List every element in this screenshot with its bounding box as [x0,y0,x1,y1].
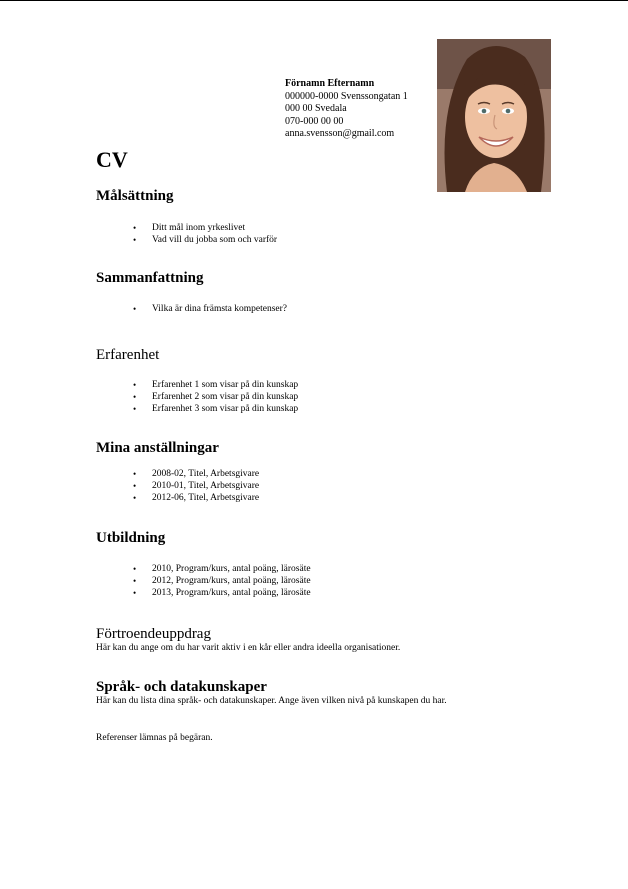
list-item [0,563,311,575]
erfarenhet-list [0,379,298,416]
bullet: • [133,304,137,314]
section-heading-malsattning: Målsättning [96,188,174,204]
list-item [0,587,311,599]
list-item-text: Erfarenhet 2 som visar på din kunskap [152,392,299,403]
list-item [0,234,277,246]
list-item-text: Vilka är dina främsta kompetenser? [152,304,288,314]
bullet: • [133,380,137,390]
list-item [0,403,298,415]
profile-photo [437,39,551,192]
list-item-text: Vad vill du jobba som och varför [152,235,278,246]
bullet: • [133,223,137,233]
list-item [0,575,311,587]
anstallningar-list [0,468,259,505]
bullet: • [133,588,137,599]
malsattning-list [0,222,277,246]
list-item [0,492,259,504]
sammanfattning-list [0,303,287,315]
bullet: • [133,469,137,479]
contact-address-line-2: 000 00 Svedala [285,103,347,114]
cv-title: CV [96,147,128,172]
section-heading-sprak-datakunskaper: Språk- och datakunskaper [96,679,267,695]
bullet: • [133,576,137,587]
list-item [0,379,298,391]
referenser-text: Referenser lämnas på begäran. [96,733,213,743]
list-item [0,222,277,234]
section-heading-anstallningar: Mina anställningar [96,440,219,456]
section-heading-erfarenhet: Erfarenhet [96,347,160,363]
list-item [0,391,298,403]
list-item-text: 2013, Program/kurs, antal poäng, lärosäte [152,588,311,599]
contact-block [285,78,408,141]
contact-address-line-1: 000000-0000 Svenssongatan 1 [285,90,408,102]
list-item-text: Ditt mål inom yrkeslivet [152,223,246,233]
list-item [0,303,287,315]
bullet: • [133,235,137,246]
page-top-border [0,0,628,1]
list-item-text: 2008-02, Titel, Arbetsgivare [152,469,260,479]
sprak-datakunskaper-text: Här kan du lista dina språk- och datakunskaper. Ange även vilken nivå på kunskapen du har. [96,696,447,706]
list-item [0,468,259,480]
section-heading-fortroendeuppdrag: Förtroendeuppdrag [96,626,211,642]
list-item-text: Erfarenhet 3 som visar på din kunskap [152,404,299,415]
list-item-text: Erfarenhet 1 som visar på din kunskap [152,380,299,390]
contact-email: anna.svensson@gmail.com [285,128,395,139]
section-heading-sammanfattning: Sammanfattning [96,270,204,286]
list-item-text: 2012-06, Titel, Arbetsgivare [152,493,260,504]
list-item-text: 2010, Program/kurs, antal poäng, lärosäte [152,564,311,574]
bullet: • [133,481,137,492]
contact-phone: 070-000 00 00 [285,115,344,127]
fortroendeuppdrag-text: Här kan du ange om du har varit aktiv i en kår eller andra ideella organisationer. [96,643,401,653]
list-item-text: 2010-01, Titel, Arbetsgivare [152,481,260,492]
bullet: • [133,392,137,403]
list-item-text: 2012, Program/kurs, antal poäng, lärosäte [152,576,311,587]
bullet: • [133,564,137,574]
utbildning-list [0,563,311,600]
section-heading-utbildning: Utbildning [96,530,166,546]
bullet: • [133,493,137,504]
contact-name: Förnamn Efternamn [285,78,375,89]
list-item [0,480,259,492]
bullet: • [133,404,137,415]
